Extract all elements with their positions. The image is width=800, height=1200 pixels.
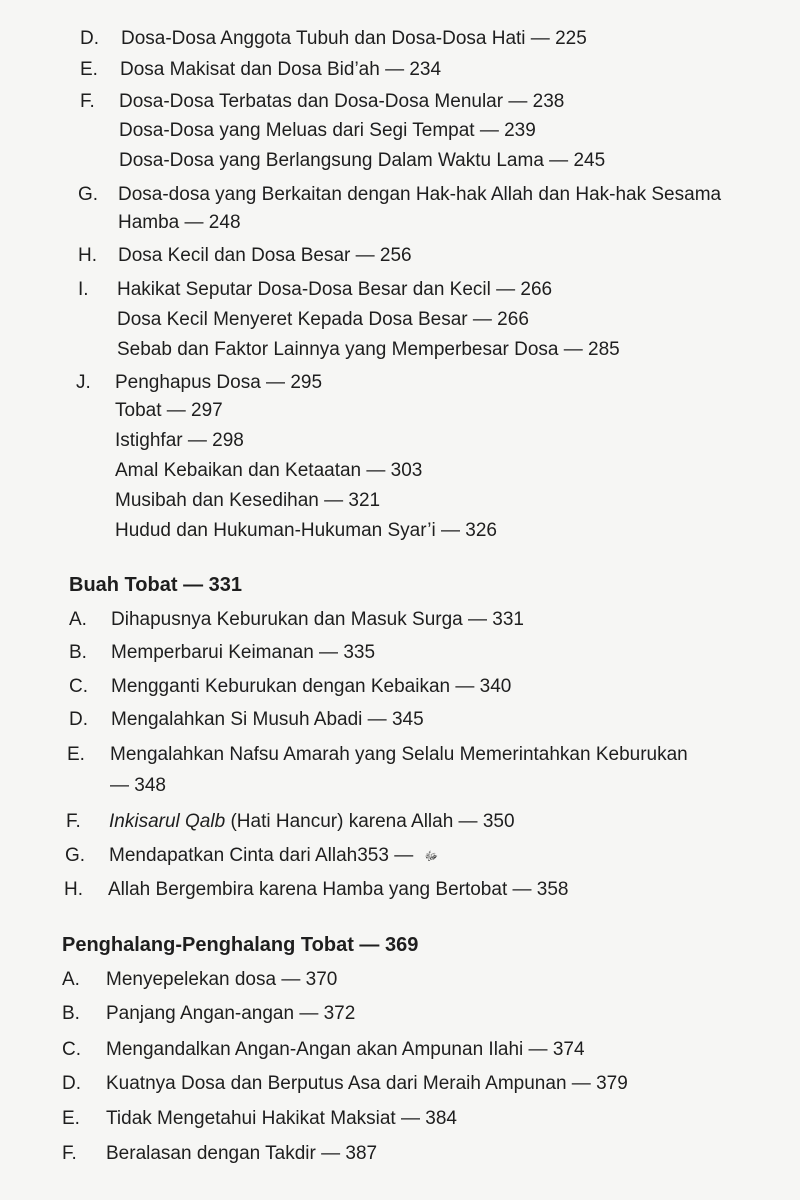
toc-subentry bbox=[115, 457, 422, 485]
toc-entry-continuation bbox=[110, 772, 166, 800]
toc-subentry bbox=[115, 487, 380, 515]
entry-text-main: Mendapatkan Cinta dari Allah bbox=[109, 845, 358, 867]
toc-entry-continuation bbox=[118, 209, 241, 237]
entry-letter: E. bbox=[80, 59, 98, 80]
subentry-text: Hudud dan Hukuman-Hukuman Syar’i — 326 bbox=[115, 520, 497, 541]
entry-text: Allah Bergembira karena Hamba yang Bertobat — 358 bbox=[108, 879, 569, 900]
entry-letter: B. bbox=[62, 1003, 80, 1024]
entry-text: Mengalahkan Si Musuh Abadi — 345 bbox=[111, 709, 424, 730]
subentry-text: Musibah dan Kesedihan — 321 bbox=[115, 490, 381, 511]
subentry-text: Dosa Kecil Menyeret Kepada Dosa Besar — 266 bbox=[117, 309, 529, 330]
entry-text: Memperbarui Keimanan — 335 bbox=[111, 642, 376, 663]
entry-letter: D. bbox=[62, 1073, 81, 1094]
section-heading-buah-tobat: Buah Tobat — 331 bbox=[69, 574, 242, 596]
entry-text: Tidak Mengetahui Hakikat Maksiat — 384 bbox=[106, 1108, 457, 1129]
entry-text: Panjang Angan-angan — 372 bbox=[106, 1003, 356, 1024]
entry-letter: A. bbox=[69, 609, 87, 630]
entry-text: Mengganti Keburukan dengan Kebaikan — 340 bbox=[111, 676, 512, 697]
entry-letter: J. bbox=[76, 372, 91, 393]
entry-letter: E. bbox=[62, 1108, 80, 1129]
entry-letter: E. bbox=[67, 744, 85, 765]
entry-letter: H. bbox=[64, 879, 83, 900]
toc-subentry bbox=[117, 336, 620, 364]
italic-term: Inkisarul Qalb bbox=[109, 811, 226, 832]
toc-subentry bbox=[117, 306, 529, 334]
subentry-text: Sebab dan Faktor Lainnya yang Memperbesar Dosa — 285 bbox=[117, 339, 620, 360]
entry-text: Dosa Kecil dan Dosa Besar — 256 bbox=[118, 245, 412, 266]
toc-subentry bbox=[119, 117, 536, 145]
toc-subentry bbox=[115, 397, 223, 425]
subentry-text: Istighfar — 298 bbox=[115, 430, 244, 451]
subentry-text: Amal Kebaikan dan Ketaatan — 303 bbox=[115, 460, 423, 481]
entry-letter: F. bbox=[66, 811, 81, 832]
entry-letter: A. bbox=[62, 969, 80, 990]
subentry-text: Dosa-Dosa yang Berlangsung Dalam Waktu Lama — 245 bbox=[119, 150, 606, 171]
entry-text: Dosa-Dosa Terbatas dan Dosa-Dosa Menular — 238 bbox=[119, 91, 565, 112]
entry-letter: G. bbox=[65, 845, 86, 866]
entry-letter: D. bbox=[69, 709, 88, 730]
subentry-text: Tobat — 297 bbox=[115, 400, 223, 421]
entry-letter: F. bbox=[62, 1143, 77, 1164]
entry-letter: I. bbox=[78, 279, 89, 300]
entry-text: Penghapus Dosa — 295 bbox=[115, 372, 323, 393]
entry-text: Kuatnya Dosa dan Berputus Asa dari Meraih Ampunan — 379 bbox=[106, 1073, 628, 1094]
entry-text-rest: (Hati Hancur) karena Allah — 350 bbox=[225, 811, 515, 832]
entry-letter: C. bbox=[62, 1039, 81, 1060]
entry-text: Beralasan dengan Takdir — 387 bbox=[106, 1143, 378, 1164]
entry-text: Dihapusnya Keburukan dan Masuk Surga — 331 bbox=[111, 609, 524, 630]
entry-text bbox=[109, 842, 438, 870]
entry-text-rest: — 353 bbox=[357, 845, 419, 867]
entry-text bbox=[109, 808, 515, 836]
toc-subentry bbox=[115, 517, 497, 545]
entry-text: Menyepelekan dosa — 370 bbox=[106, 969, 338, 990]
entry-letter: C. bbox=[69, 676, 88, 697]
toc-subentry bbox=[119, 147, 605, 175]
entry-text-continued: Hamba — 248 bbox=[118, 212, 241, 233]
entry-letter: D. bbox=[80, 28, 99, 49]
entry-text: Dosa Makisat dan Dosa Bid’ah — 234 bbox=[120, 59, 442, 80]
entry-text: Mengandalkan Angan-Angan akan Ampunan Ilahi — 374 bbox=[106, 1039, 585, 1060]
entry-letter: B. bbox=[69, 642, 87, 663]
entry-text: Dosa-dosa yang Berkaitan dengan Hak-hak Allah dan Hak-hak Sesama bbox=[118, 184, 722, 205]
section-heading-penghalang-tobat: Penghalang-Penghalang Tobat — 369 bbox=[62, 934, 419, 956]
entry-text: Mengalahkan Nafsu Amarah yang Selalu Memerintahkan Keburukan bbox=[110, 744, 688, 765]
subentry-text: Dosa-Dosa yang Meluas dari Segi Tempat — 239 bbox=[119, 120, 536, 141]
entry-letter: G. bbox=[78, 184, 99, 205]
entry-text: Dosa-Dosa Anggota Tubuh dan Dosa-Dosa Hati — 225 bbox=[121, 28, 587, 49]
entry-text: Hakikat Seputar Dosa-Dosa Besar dan Kecil — 266 bbox=[117, 279, 553, 300]
entry-text-continued: — 348 bbox=[110, 775, 166, 796]
swt-honorific-icon: ﷻ bbox=[424, 849, 439, 863]
toc-subentry bbox=[115, 427, 244, 455]
entry-letter: H. bbox=[78, 245, 97, 266]
entry-letter: F. bbox=[80, 91, 95, 112]
